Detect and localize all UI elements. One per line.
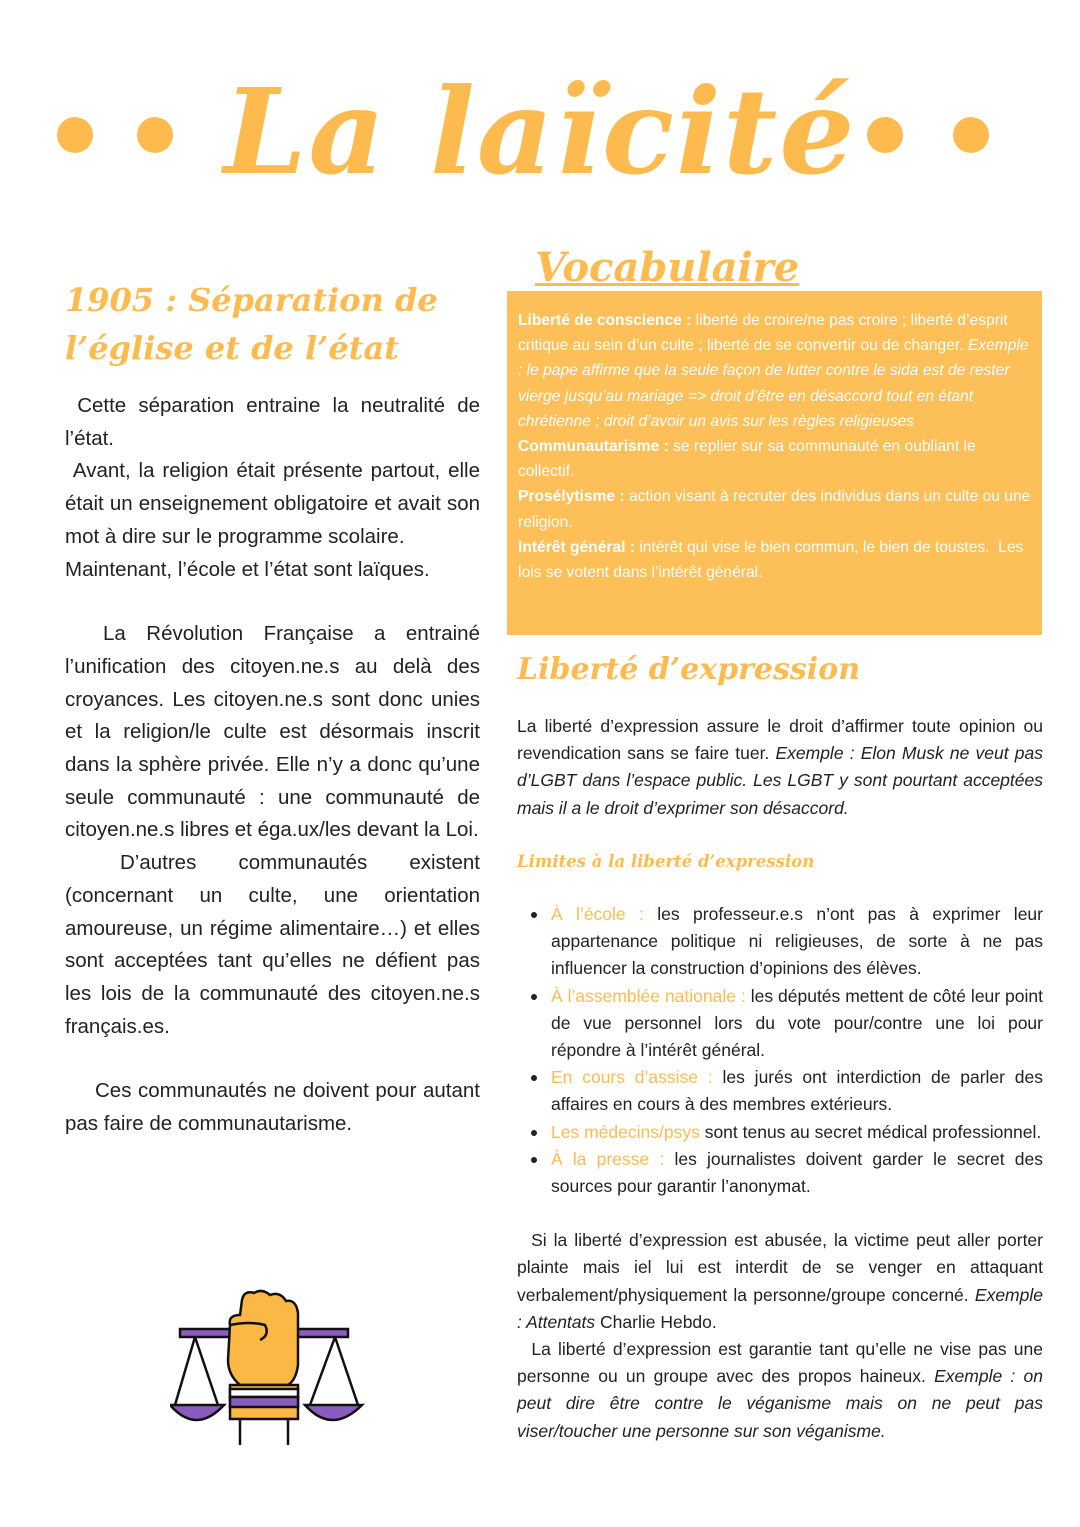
vocabulary-heading: Vocabulaire — [535, 244, 800, 291]
item-text: les jurés ont interdiction de parler des affaires en cours à des membres extérieurs. — [551, 1067, 1044, 1115]
example: Exemple : Attentats — [517, 1284, 1048, 1332]
item-text: les députés mettent de côté leur point de vue personnel lors du vote pour/contre une loi pour répondre à l’intérêt général. — [551, 985, 1043, 1061]
item-label: Les médecins/psys — [551, 1121, 700, 1142]
section-heading-1905: 1905 : Séparation de l’église et de l’état — [65, 281, 438, 367]
vocab-entry — [518, 484, 1036, 534]
right-column-text — [517, 713, 1048, 1445]
example: Exemple : Elon Musk ne veut pas d’LGBT dans l’espace public. Les LGBT y sont pourtant acceptées mais il a le droit d’exprimer son désaccord. — [517, 743, 1043, 818]
item-label: À la presse : — [551, 1148, 665, 1169]
page-title: La laïcité — [223, 62, 857, 201]
list-item — [551, 1119, 1043, 1146]
vocab-example: Exemple : le pape affirme que la seule façon de lutter contre le sida est de rester vierge jusqu’au mariage => droit d’être en désaccord tout en étant chrétienne ; droit d’avoir un avis sur les règles religieuses — [518, 337, 1029, 430]
paragraph: Maintenant, l’école et l’état sont laïques. — [65, 557, 430, 581]
paragraph: Avant, la religion était présente partout, elle était un enseignement obligatoire et avait son mot à dire sur le programme scolaire. — [65, 459, 486, 548]
list-item — [551, 983, 1043, 1065]
vocab-definition: liberté de croire/ne pas croire ; liberté d’esprit critique au sein d’un culte ; liberté de se convertir ou de changer. — [518, 312, 1008, 355]
paragraph — [517, 1227, 1048, 1336]
item-label: À l’école : — [551, 904, 644, 925]
item-text: les professeur.e.s n’ont pas à exprimer leur appartenance politique ni religieuses, de sorte à ne pas influencer la construction d’opinions des élèves. — [551, 904, 1043, 979]
vocab-definition: action visant à recruter des individus dans un culte ou une religion. — [518, 488, 1031, 531]
paragraph: D’autres communautés existent (concernant un culte, une orientation amoureuse, un régime alimentaire…) et elles sont acceptées tant qu’elles ne défient pas les lois de la communauté des citoyen.ne.s français.es. — [65, 851, 480, 1038]
paragraph: Cette séparation entraine la neutralité de l’état. — [65, 394, 486, 450]
vocab-entry — [518, 308, 1036, 434]
list-item — [551, 901, 1043, 983]
paragraph: La Révolution Française a entrainé l’unification des citoyen.ne.s au delà des croyances. Les citoyen.ne.s sont donc unies et la religion/le culte est désormais inscrit dans la sphère privée. Elle n’y a donc qu’une seule communauté : une communauté de citoyen.ne.s libres et éga.ux/les devant la Loi. — [65, 622, 480, 842]
left-column-text — [65, 390, 486, 1141]
text: Si la liberté d’expression est abusée, la victime peut aller porter plainte mais iel lui est interdit de se venger en attaquant verbalement/physiquement la personne/groupe concerné. — [517, 1230, 1048, 1305]
example: Exemple : on peut dire être contre le véganisme mais on ne peut pas viser/toucher une personne sur son véganisme. — [517, 1366, 1048, 1441]
vocab-term: Liberté de conscience : — [518, 312, 692, 329]
item-label: En cours d’assise : — [551, 1067, 713, 1088]
vocabulary-box — [507, 291, 1042, 635]
vocab-definition: intérêt qui vise le bien commun, le bien de toustes. Les lois se votent dans l’intérêt général. — [518, 538, 1028, 582]
vocab-definition: se replier sur sa communauté en oubliant le collectif. — [518, 438, 976, 481]
limits-list — [517, 901, 1043, 1200]
vocab-term: Communautarisme : — [518, 438, 669, 456]
text: La liberté d’expression est garantie tant qu’elle ne vise pas une personne ou un groupe avec des propos haineux. — [517, 1339, 1048, 1387]
text: Charlie Hebdo. — [595, 1311, 717, 1332]
item-text: les journalistes doivent garder le secret des sources pour garantir l’anonymat. — [551, 1148, 1043, 1197]
paragraph — [517, 713, 1043, 822]
paragraph — [517, 1336, 1048, 1445]
list-item — [551, 1146, 1043, 1200]
expression-heading: Liberté d’expression — [517, 652, 861, 687]
item-text: sont tenus au secret médical professionnel. — [699, 1121, 1042, 1142]
vocab-entry — [518, 434, 1036, 484]
vocab-term: Prosélytisme : — [518, 488, 625, 506]
list-item — [551, 1064, 1043, 1118]
text: La liberté d’expression assure le droit d’affirmer toute opinion ou revendication sans se faire tuer. — [517, 716, 1043, 764]
vocab-term: Intérêt général : — [518, 538, 635, 556]
vocab-entry — [518, 535, 1036, 585]
fist-scales-illustration — [170, 1285, 370, 1445]
limits-heading: Limites à la liberté d’expression — [517, 851, 815, 871]
paragraph: Ces communautés ne doivent pour autant pas faire de communautarisme. — [65, 1079, 480, 1136]
item-label: À l’assemblée nationale : — [551, 985, 746, 1006]
